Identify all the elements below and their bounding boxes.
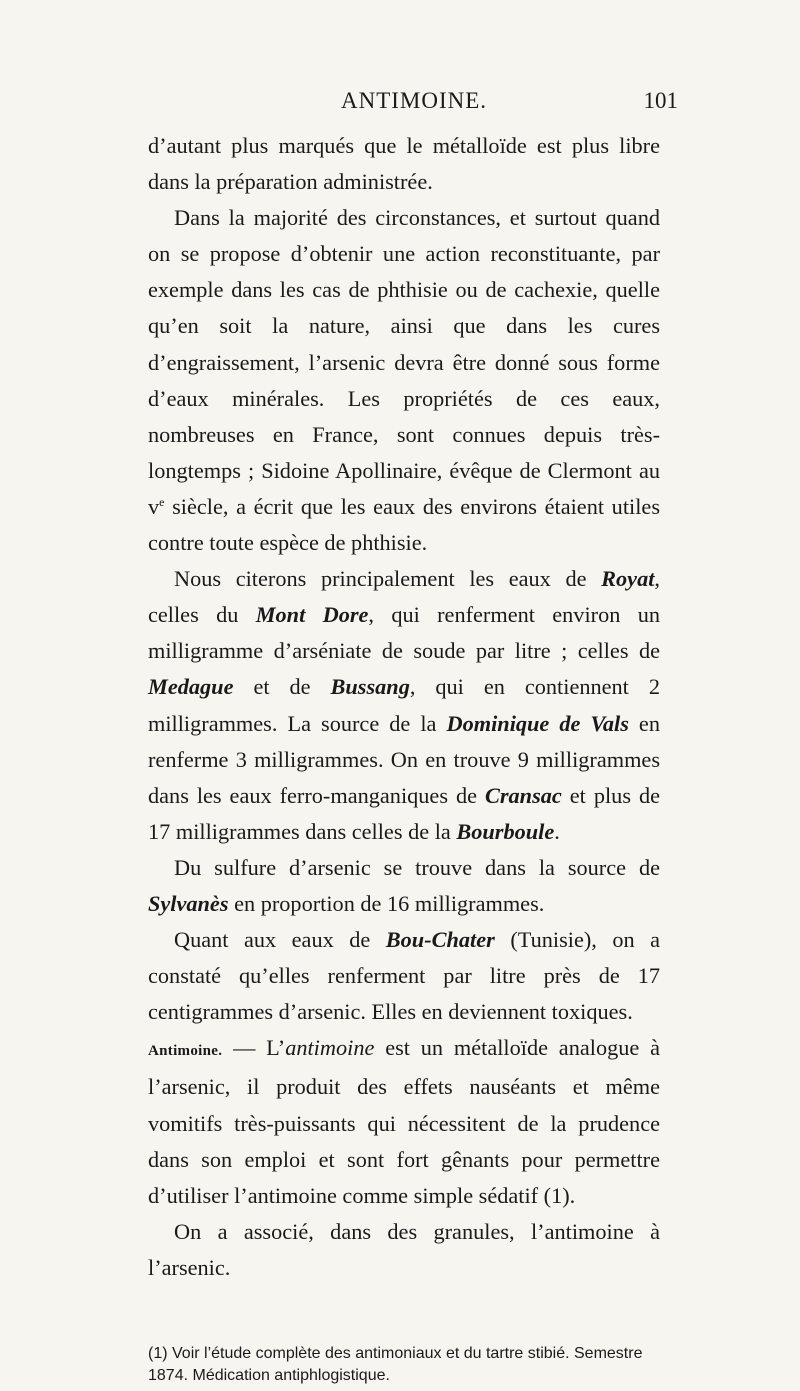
paragraph-5 — [148, 922, 660, 1030]
place-cransac: Cransac — [484, 782, 562, 808]
text-run: . — [554, 818, 560, 844]
paragraph-2-end: siècle, a écrit que les eaux des environs étaient utiles contre toute espèce de phthisie. — [148, 493, 660, 556]
term-antimoine: antimoine — [285, 1035, 375, 1061]
running-title: ANTIMOINE. — [340, 88, 488, 113]
paragraph-3 — [148, 561, 660, 850]
place-bou-chater: Bou-Chater — [385, 927, 495, 953]
text-run: (Tunisie), on a constaté qu’elles renferment par litre près de 17 centigrammes d’arsenic. Elles en deviennent toxiques. — [148, 927, 661, 1025]
place-bourboule: Bourboule — [456, 818, 555, 844]
text-run: , qui en contiennent 2 milligrammes. La source de la — [148, 674, 660, 736]
footnote: (1) Voir l’étude complète des antimoniaux et du tartre stibié. Semestre 1874. Médication antiphlogistique. — [148, 1345, 643, 1384]
place-mont-dore: Mont Dore — [255, 602, 369, 628]
text-run: Quant aux eaux de — [174, 927, 386, 953]
page-header — [150, 82, 678, 122]
paragraph-6 — [148, 1030, 660, 1213]
page-number: 101 — [643, 88, 678, 113]
paragraph-7-text: On a associé, dans des granules, l’antimoine à l’arsenic. — [148, 1218, 660, 1280]
text-run: — L’ — [222, 1035, 286, 1061]
text-run: Nous citerons principalement les eaux de — [174, 566, 602, 592]
text-run: est un métalloïde analogue à l’arsenic, il produit des effets nauséants et même vomitifs très-puissants qui nécessitent de la prudence dans son emploi et sont fort gênants pour permettre d’utiliser l’antimoine comme simple sédatif (1). — [148, 1035, 660, 1208]
place-medague: Medague — [148, 674, 234, 700]
section-run-in-heading: Antimoine. — [148, 1043, 223, 1060]
text-run: et plus de 17 milligrammes dans celles de la — [148, 782, 661, 844]
text-run: , qui renferment environ un milligramme d’arséniate de soude par litre ; celles de — [148, 602, 660, 664]
paragraph-2-text: Dans la majorité des circonstances, et surtout quand on se propose d’obtenir une action reconstituante, par exemple dans les cas de phthisie ou de cachexie, quelle qu’en soit la nature, ainsi que dans les cures d’engraissement, l’arsenic devra être donné sous forme d’eaux minérales. Les propriétés de ces eaux, nombreuses en France, sont connues depuis très-longtemps ; Sidoine Apollinaire, évêque de Clermont au v — [148, 205, 660, 519]
place-sylvanes: Sylvanès — [148, 890, 229, 916]
paragraph-4 — [148, 850, 660, 922]
place-dominique-de-vals: Dominique de Vals — [446, 710, 629, 736]
text-run: en renferme 3 milligrammes. On en trouve 9 milligrammes dans les eaux ferro-manganiques de — [148, 710, 660, 808]
body-text — [148, 128, 660, 1286]
paragraph-1-text: d’autant plus marqués que le métalloïde est plus libre dans la préparation administrée. — [148, 133, 660, 195]
paragraph-1 — [148, 128, 660, 200]
place-royat: Royat — [601, 566, 655, 592]
text-run: , celles du — [148, 566, 660, 628]
place-bussang: Bussang — [330, 674, 410, 700]
text-run: et de — [233, 674, 331, 700]
text-run: en proportion de 16 milligrammes. — [228, 890, 545, 916]
text-run: Du sulfure d’arsenic se trouve dans la source de — [174, 854, 660, 880]
superscript-e: e — [159, 494, 165, 509]
paragraph-2 — [148, 200, 660, 561]
paragraph-7 — [148, 1214, 660, 1286]
